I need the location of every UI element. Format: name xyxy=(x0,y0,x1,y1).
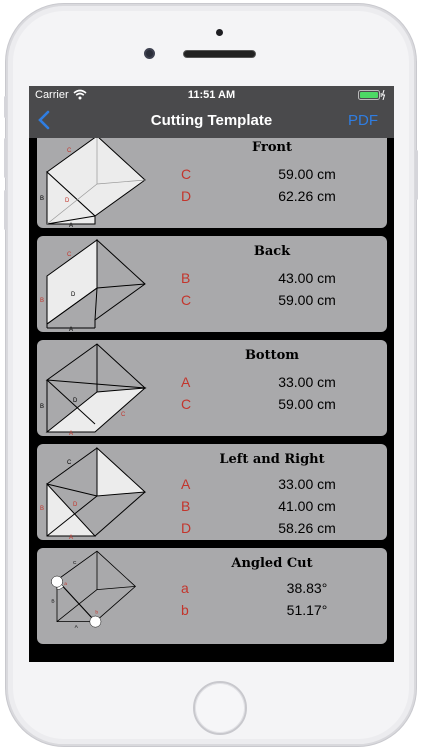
measurement-row xyxy=(167,292,377,312)
status-time: 11:51 AM xyxy=(187,89,236,101)
front-diagram-icon xyxy=(37,138,157,228)
row-label: a xyxy=(181,580,189,596)
diagram-label-c: C xyxy=(67,148,72,154)
diagram-label-b: B xyxy=(40,298,45,304)
card-title: Back xyxy=(253,244,291,259)
card-title: Bottom xyxy=(244,348,300,363)
card-bottom xyxy=(37,340,387,436)
measurement-row xyxy=(167,580,377,600)
measurement-row xyxy=(167,602,377,622)
measurement-row xyxy=(167,520,377,540)
row-label: b xyxy=(181,602,189,618)
row-value: 62.26 cm xyxy=(278,188,336,204)
volume-up-button[interactable] xyxy=(4,138,7,178)
diagram-label-c: C xyxy=(67,460,72,466)
row-value: 59.00 cm xyxy=(278,292,336,308)
row-value: 59.00 cm xyxy=(278,166,336,182)
row-value: 33.00 cm xyxy=(278,374,336,390)
pdf-button[interactable]: PDF xyxy=(348,112,378,129)
diagram-label-b: B xyxy=(51,599,55,605)
diagram-label-a: A xyxy=(69,327,74,332)
proximity-sensor xyxy=(216,29,223,36)
row-value: 51.17° xyxy=(286,602,328,618)
diagram-label-a: A xyxy=(69,431,74,436)
row-label: B xyxy=(181,498,191,514)
angled-cut-diagram-icon xyxy=(37,548,157,644)
row-value: 41.00 cm xyxy=(278,498,336,514)
row-value: 43.00 cm xyxy=(278,270,336,286)
diagram-label-d: D xyxy=(73,502,78,508)
row-label: C xyxy=(181,166,192,182)
screen xyxy=(29,86,394,662)
status-bar xyxy=(29,86,394,104)
back-diagram-icon xyxy=(37,236,157,332)
mute-switch[interactable] xyxy=(4,96,7,118)
diagram-label-a: A xyxy=(74,625,78,630)
measurement-row xyxy=(167,166,377,186)
diagram-label-d: D xyxy=(65,198,70,204)
row-value: 38.83° xyxy=(286,580,328,596)
measurement-row xyxy=(167,374,377,394)
diagram-label-a: A xyxy=(69,223,74,228)
front-camera xyxy=(144,48,155,59)
volume-down-button[interactable] xyxy=(4,190,7,230)
home-button[interactable] xyxy=(193,681,247,735)
card-front xyxy=(37,138,387,228)
diagram-label-c: C xyxy=(121,412,126,418)
diagram-label-b: B xyxy=(40,506,45,512)
diagram-label-d: D xyxy=(71,292,76,298)
card-title: Angled Cut xyxy=(231,556,313,571)
diagram-label-c: C xyxy=(73,561,77,566)
row-label: D xyxy=(181,520,192,536)
diagram-label-b: B xyxy=(40,404,45,410)
diagram-label-c: C xyxy=(67,252,72,258)
measurement-row xyxy=(167,498,377,518)
diagram-label-b: B xyxy=(40,196,45,202)
bottom-diagram-icon xyxy=(37,340,157,436)
row-label: A xyxy=(181,476,191,492)
row-label: C xyxy=(181,396,192,412)
diagram-angle-a: a xyxy=(64,581,67,587)
diagram-label-a: A xyxy=(69,535,74,540)
row-label: A xyxy=(181,374,191,390)
page-title: Cutting Template xyxy=(150,112,273,129)
battery-charging-icon xyxy=(358,90,386,100)
measurement-row xyxy=(167,270,377,290)
card-angled-cut xyxy=(37,548,387,644)
card-back xyxy=(37,236,387,332)
card-title: Front xyxy=(252,140,292,155)
measurement-row xyxy=(167,188,377,208)
row-value: 33.00 cm xyxy=(278,476,336,492)
row-label: B xyxy=(181,270,191,286)
measurement-row xyxy=(167,476,377,496)
carrier-label: Carrier xyxy=(35,89,69,101)
scrollbar[interactable] xyxy=(388,138,394,662)
row-value: 59.00 cm xyxy=(278,396,336,412)
row-label: D xyxy=(181,188,192,204)
left-right-diagram-icon xyxy=(37,444,157,540)
diagram-angle-b: b xyxy=(95,610,99,616)
card-title: Left and Right xyxy=(219,452,325,467)
navigation-bar xyxy=(29,104,394,138)
diagram-label-d: D xyxy=(73,398,78,404)
measurement-row xyxy=(167,396,377,416)
row-value: 58.26 cm xyxy=(278,520,336,536)
row-label: C xyxy=(181,292,192,308)
template-list[interactable] xyxy=(29,138,394,662)
card-left-and-right xyxy=(37,444,387,540)
earpiece-speaker xyxy=(183,50,256,58)
power-button[interactable] xyxy=(415,150,418,200)
